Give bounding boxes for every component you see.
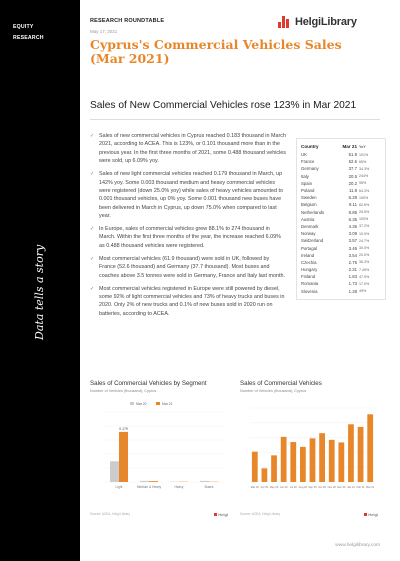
value-cell: 6.35 [348, 216, 357, 222]
yoy-cell: 37.2% [359, 224, 370, 229]
chart-source: Source: ACEA, Helgi Library [90, 512, 131, 516]
value-cell: 20.5 [348, 173, 357, 179]
check-icon: ✓ [90, 285, 95, 292]
yoy-cell: 95% [359, 181, 367, 186]
table-row [301, 230, 382, 237]
bar [358, 427, 364, 482]
bar [262, 468, 268, 482]
data-label: 0.179 [119, 426, 128, 431]
bar [281, 437, 287, 482]
sidebar [0, 0, 80, 561]
table-row [301, 216, 382, 223]
check-icon: ✓ [90, 171, 95, 178]
monthly-chart-plot [240, 400, 380, 500]
table-row [301, 252, 382, 259]
table-row [301, 187, 382, 194]
bullet-item [90, 132, 286, 166]
bullet-text: Most commercial vehicles registered in Europe were still powered by diesel, some 92% of light commercial vehicles and 73% of heavy trucks and buses in 2020. Only 2% of new trucks and 0.1% of new buses sold in 2020 run on batteries, according to ACEA. [99, 285, 285, 317]
bullet-text: In Europe, sales of commercial vehicles grew 88.1% to 274 thousand in March. Within the first three months of the year, the increase reached 6.09% as 0.488 thousand vehicles were registered. [99, 226, 281, 249]
country-table [296, 138, 386, 300]
bar [252, 452, 258, 482]
country-cell: Portugal [301, 245, 318, 251]
chart-subtitle: Number of Vehicles (thousand), Cyprus [90, 389, 157, 393]
legend-swatch [156, 402, 160, 405]
table-header [301, 142, 382, 151]
table-row [301, 273, 382, 280]
country-cell: Romania [301, 281, 319, 287]
bar [110, 461, 119, 482]
monthly-chart [240, 380, 380, 520]
country-cell: Germany [301, 166, 319, 172]
country-cell: Czechia [301, 259, 317, 265]
yoy-cell: 62.6% [359, 202, 370, 207]
x-tick-label: Oct 20 [318, 486, 326, 489]
yoy-cell: 25.5% [359, 210, 370, 215]
logo-text: HelgiLibrary [295, 16, 357, 28]
yoy-cell: 65% [359, 159, 367, 164]
table-row [301, 259, 382, 266]
country-cell: Austria [301, 216, 315, 222]
bar [300, 447, 306, 482]
country-cell: Hungary [301, 267, 318, 273]
yoy-cell: 100% [359, 217, 369, 222]
yoy-cell: 10.0% [359, 231, 370, 236]
tagline: Data tells a story [33, 244, 46, 340]
country-cell: Netherlands [301, 209, 325, 215]
yoy-cell: 7.49% [359, 267, 370, 272]
yoy-cell: 49% [359, 289, 367, 294]
chart-logo [214, 512, 228, 517]
value-cell: 3.09 [348, 231, 357, 237]
chart-source: Source: ACEA, Helgi Library [240, 512, 281, 516]
country-cell: Slovenia [301, 288, 318, 294]
table-row [301, 280, 382, 287]
value-cell: 11.8 [348, 188, 357, 194]
check-icon: ✓ [90, 226, 95, 233]
chart-logo [364, 512, 378, 517]
yoy-cell: 34.3% [359, 166, 370, 171]
table-row [301, 180, 382, 187]
table-row [301, 165, 382, 172]
country-cell: Poland [301, 188, 315, 194]
value-cell: 20.2 [348, 180, 357, 186]
bullet-text: Sales of new light commercial vehicles reached 0.179 thousand in March, up 142% yoy. Some 0.003 thousand medium and heavy commercial vehicles were registered (down 25.0% yoy) while sales of heavy vehicles amounted to 0.001 thousand vehicles, up 0% yoy. Some 0.001 thousand new buses have been delivered in March in Cyprus, up down 75.0% when compared to last year. [99, 171, 283, 220]
value-cell: 3.54 [348, 252, 357, 258]
value-cell: 6.28 [348, 195, 357, 201]
x-tick-label: Mar 21 [366, 486, 375, 489]
check-icon: ✓ [90, 255, 95, 262]
x-tick-label: Mar 20 [250, 486, 259, 489]
value-cell: 4.35 [348, 223, 357, 229]
yoy-cell: 150% [359, 195, 369, 200]
yoy-cell: 17.0% [359, 281, 370, 286]
x-tick-label: May 20 [269, 486, 279, 489]
x-tick-label: Nov 20 [327, 486, 336, 489]
value-cell: 3.46 [348, 245, 357, 251]
bar [119, 432, 128, 482]
category-line-2: RESEARCH [13, 35, 44, 41]
country-cell: France [301, 159, 315, 165]
legend-swatch [130, 402, 134, 405]
yoy-cell: 64.3% [359, 188, 370, 193]
value-cell: 52.6 [348, 159, 357, 165]
logo-square-icon [214, 513, 217, 516]
yoy-cell: 24.7% [359, 238, 370, 243]
x-tick-label: Sep 20 [308, 486, 317, 489]
value-cell: 1.28 [348, 288, 357, 294]
col-header-value: Mar 21 [342, 144, 357, 149]
table-row [301, 173, 382, 180]
chart-title: Sales of Commercial Vehicles [240, 380, 322, 387]
bar [271, 455, 277, 482]
table-body [301, 151, 382, 295]
table-row [301, 244, 382, 251]
table-row [301, 288, 382, 295]
series-label: RESEARCH ROUNDTABLE [90, 18, 165, 24]
bar [367, 414, 373, 482]
chart-subtitle: Number of Vehicles (thousand), Cyprus [240, 389, 307, 393]
col-header-yoy: YoY [359, 144, 366, 149]
value-cell: 61.9 [348, 152, 357, 158]
bar [290, 442, 296, 482]
table-row [301, 201, 382, 208]
x-tick-label: Jan 21 [347, 486, 355, 489]
yoy-cell: 30.0% [359, 246, 370, 251]
yoy-cell: 20.0% [359, 253, 370, 258]
headline: Sales of New Commercial Vehicles rose 123% in Mar 2021 [90, 100, 357, 111]
chart-logo-text: Helgi [368, 512, 378, 517]
value-cell: 37.7 [348, 166, 357, 172]
x-tick-label: Buses [204, 485, 214, 489]
page-title: Cyprus's Commercial Vehicles Sales (Mar 2021) [90, 37, 342, 66]
yoy-cell: 36.3% [359, 260, 370, 265]
x-tick-label: Jun 20 [279, 486, 288, 489]
value-cell: 1.83 [348, 274, 357, 280]
bullet-list [90, 132, 286, 323]
segment-chart-plot [90, 400, 230, 500]
x-tick-label: Light [115, 485, 123, 489]
x-tick-label: Heavy [174, 485, 184, 489]
logo-square-icon [364, 513, 367, 516]
check-icon: ✓ [90, 133, 95, 139]
x-tick-label: Jul 20 [289, 486, 297, 489]
bullet-text: Most commercial vehicles (61.9 thousand) were sold in UK, followed by France (52.6 thousand) and Germany (37.7 thousand). Most buses and coaches above 3.5 tonnes were sold in Germany, France and Italy last month. [99, 255, 285, 279]
legend-label: Mar 21 [162, 402, 173, 406]
value-cell: 2.31 [348, 267, 357, 273]
bar [200, 481, 209, 482]
value-cell: 1.73 [348, 281, 357, 287]
bullet-item [90, 225, 286, 250]
logo-bars-icon [278, 16, 292, 28]
category-line-1: EQUITY [13, 24, 34, 30]
country-cell: Switzerland [301, 238, 324, 244]
divider [90, 119, 380, 120]
country-cell: Finland [301, 274, 316, 280]
table-row [301, 158, 382, 165]
segment-chart [90, 380, 230, 520]
footer-url[interactable]: www.helgilibrary.com [335, 543, 380, 548]
yoy-cell: 244% [359, 174, 369, 179]
publish-date: May 17, 2021 [90, 29, 118, 34]
bullet-item [90, 255, 286, 280]
table-row [301, 266, 382, 273]
table-row [301, 237, 382, 244]
bullet-item [90, 170, 286, 220]
x-tick-label: Dec 20 [337, 486, 346, 489]
bar [310, 438, 316, 482]
table-row [301, 209, 382, 216]
bar [338, 442, 344, 482]
bar [319, 433, 325, 482]
bar [329, 440, 335, 482]
country-cell: Sweden [301, 195, 317, 201]
table-row [301, 223, 382, 230]
chart-title: Sales of Commercial Vehicles by Segment [90, 380, 207, 387]
legend-label: Mar 20 [136, 402, 147, 406]
yoy-cell: 47.9% [359, 274, 370, 279]
table-row [301, 194, 382, 201]
bar [348, 424, 354, 482]
value-cell: 3.57 [348, 238, 357, 244]
country-cell: Norway [301, 231, 316, 237]
country-cell: Denmark [301, 223, 319, 229]
country-cell: Spain [301, 180, 312, 186]
helgi-logo[interactable] [278, 16, 357, 28]
x-tick-label: Apr 20 [260, 486, 269, 489]
country-cell: UK [301, 152, 307, 158]
bullet-item [90, 285, 286, 319]
x-tick-label: Medium & Heavy [136, 485, 162, 489]
country-cell: Italy [301, 173, 309, 179]
value-cell: 9.11 [348, 202, 357, 208]
bar [140, 481, 149, 482]
yoy-cell: 101% [359, 152, 369, 157]
chart-logo-text: Helgi [218, 512, 228, 517]
bar [149, 481, 158, 482]
country-cell: Ireland [301, 252, 315, 258]
x-tick-label: Feb 21 [356, 486, 365, 489]
bullet-text: Sales of new commercial vehicles in Cyprus reached 0.183 thousand in March 2021, according to ACEA. This is 123%, or 0.101 thousand more than in the previous year. In the first three months of 2021, some 0.488 thousand vehicles were sold, up 6.09% yoy. [99, 133, 286, 165]
value-cell: 2.75 [348, 259, 357, 265]
table-row [301, 151, 382, 158]
x-tick-label: Aug 20 [298, 486, 308, 489]
value-cell: 8.85 [348, 209, 357, 215]
col-header-country: Country [301, 144, 319, 149]
category-label [13, 22, 44, 44]
country-cell: Belgium [301, 202, 317, 208]
